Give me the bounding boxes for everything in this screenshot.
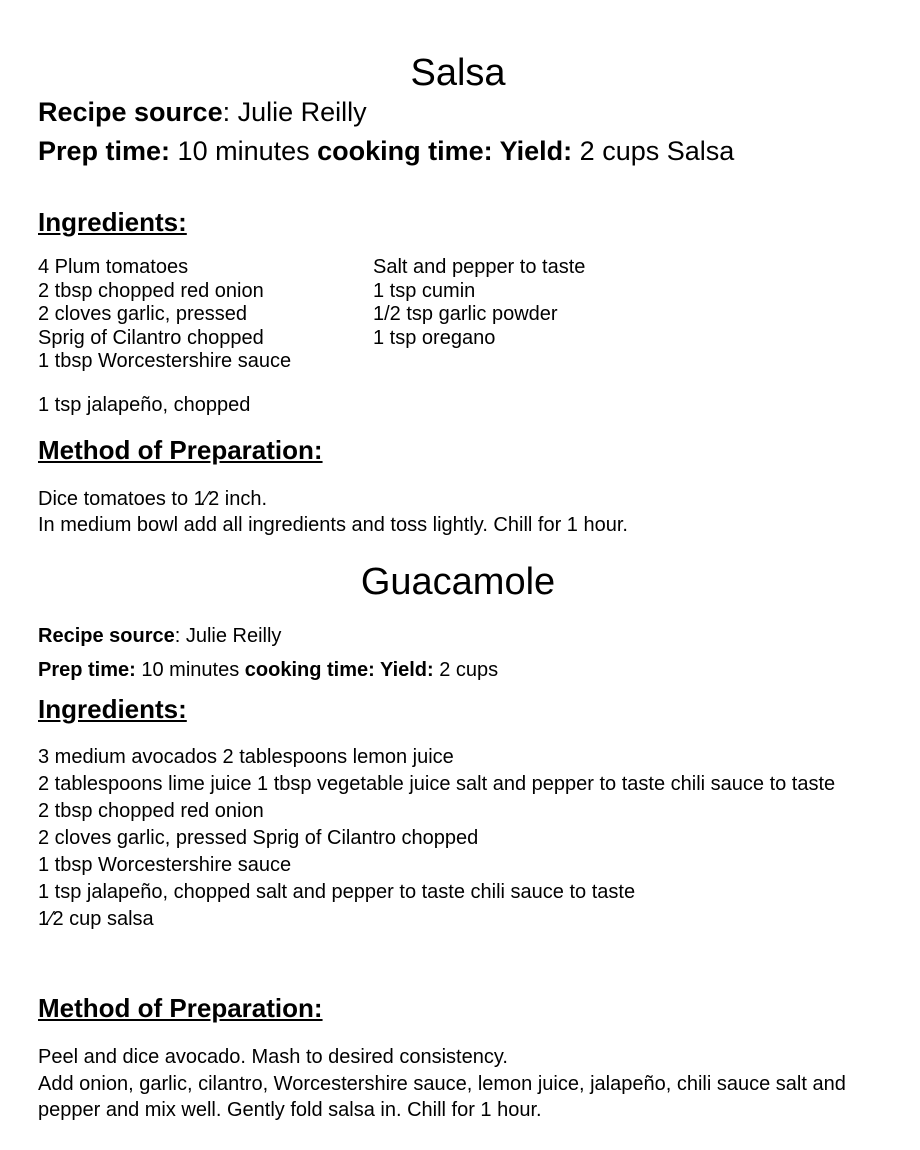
guacamole-yield-label: Yield: [374, 659, 434, 681]
ingredient-item: 1 tbsp Worcestershire sauce [38, 350, 292, 372]
ingredient-item: 4 Plum tomatoes [38, 256, 189, 278]
ingredient-item: Salt and pepper to taste [373, 256, 586, 278]
guacamole-cooking-label: cooking time: [244, 659, 375, 681]
salsa-ingredient-extra: 1 tsp jalapeño, chopped [38, 394, 251, 416]
ingredient-item: 2 cloves garlic, pressed Sprig of Cilantro chopped [38, 827, 479, 849]
salsa-yield-value: 2 cups Salsa [572, 136, 735, 166]
method-line: In medium bowl add all ingredients and toss lightly. Chill for 1 hour. [38, 514, 628, 536]
guacamole-source-value: : Julie Reilly [174, 625, 282, 647]
salsa-source-value: : Julie Reilly [222, 97, 367, 127]
salsa-cooking-label: cooking time: [317, 136, 493, 166]
method-line: Add onion, garlic, cilantro, Worcestershire sauce, lemon juice, jalapeño, chili sauce salt and pepper and mix well. Gently fold salsa in. Chill for 1 hour. [38, 1072, 846, 1121]
ingredient-item: 2 tbsp chopped red onion [38, 279, 264, 302]
guacamole-method-text [38, 1044, 883, 1124]
guacamole-ingredients-heading: Ingredients: [38, 694, 187, 724]
method-line: Peel and dice avocado. Mash to desired consistency. [38, 1046, 508, 1068]
guacamole-prep-label: Prep time: [38, 659, 136, 681]
salsa-recipe-source [38, 99, 367, 126]
ingredient-item: 1 tsp oregano [373, 326, 496, 349]
method-line: Dice tomatoes to 1⁄2 inch. [38, 488, 268, 510]
guacamole-source-label: Recipe source [38, 625, 175, 647]
ingredient-item: 1/2 tsp garlic powder [373, 303, 558, 325]
ingredient-item: 1 tsp cumin [373, 279, 476, 302]
ingredient-item: 3 medium avocados 2 tablespoons lemon juice [38, 746, 454, 768]
ingredient-item: 2 tablespoons lime juice 1 tbsp vegetable juice salt and pepper to taste chili sauce to taste [38, 773, 836, 795]
ingredient-item: 1 tsp jalapeño, chopped salt and pepper to taste chili sauce to taste [38, 881, 636, 903]
salsa-title: Salsa [410, 52, 506, 94]
salsa-method-heading: Method of Preparation: [38, 435, 323, 465]
guacamole-method-heading: Method of Preparation: [38, 993, 323, 1023]
guacamole-prep-line [38, 660, 498, 680]
salsa-yield-label: Yield: [492, 136, 573, 166]
guacamole-title: Guacamole [360, 561, 556, 603]
salsa-prep-value: 10 minutes [170, 136, 318, 166]
salsa-ingredients-heading: Ingredients: [38, 207, 187, 237]
guacamole-ingredients [38, 744, 878, 933]
ingredient-item: 1⁄2 cup salsa [38, 908, 154, 930]
salsa-method-text [38, 486, 628, 538]
salsa-prep-line [38, 138, 734, 165]
salsa-prep-label: Prep time: [38, 136, 171, 166]
salsa-source-label: Recipe source [38, 97, 223, 127]
salsa-ingredients-right [373, 256, 585, 350]
ingredient-item: 2 cloves garlic, pressed [38, 303, 247, 325]
guacamole-yield-value: 2 cups [433, 659, 499, 681]
ingredient-item: 2 tbsp chopped red onion [38, 800, 264, 822]
ingredient-item: 1 tbsp Worcestershire sauce [38, 854, 292, 876]
salsa-ingredients-left [38, 256, 291, 374]
guacamole-prep-value: 10 minutes [135, 659, 245, 681]
ingredient-item: Sprig of Cilantro chopped [38, 326, 264, 349]
guacamole-recipe-source [38, 626, 281, 646]
